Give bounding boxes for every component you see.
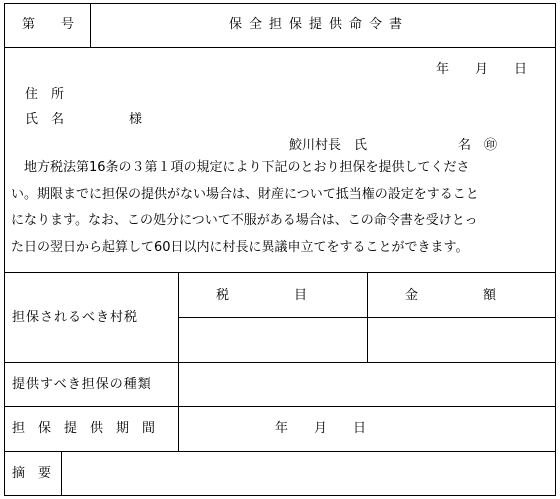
frame-top <box>4 3 556 4</box>
tax-header-divider <box>178 317 556 318</box>
header-col-divider <box>90 3 91 47</box>
amount-column-header: 金 額 <box>405 288 497 303</box>
issuer-line: 鮫川村長 氏 名 ㊞ <box>289 138 498 153</box>
notice-line: 地方税法第16条の３第１項の規定により下記のとおり担保を提供してくださ <box>11 160 470 175</box>
header-divider <box>4 47 556 48</box>
date-line: 年 月 日 <box>436 62 528 77</box>
notice-line: になります。なお、この処分について不服がある場合は、この命令書を受けとっ <box>11 213 478 228</box>
table-top <box>4 272 556 273</box>
frame-right <box>555 3 556 496</box>
address-label: 住 所 <box>25 87 65 102</box>
period-label: 担 保 提 供 期 間 <box>12 421 156 436</box>
document-title: 保全担保提供命令書 <box>229 17 410 32</box>
number-label: 第 号 <box>22 17 75 32</box>
frame-bottom <box>4 495 556 496</box>
row-divider-1 <box>4 362 556 363</box>
row-divider-3 <box>4 451 556 452</box>
notice-line: た日の翌日から起算して60日以内に村長に異議申立てをすることができます。 <box>11 239 469 255</box>
tax-label: 担保されるべき村税 <box>12 310 139 325</box>
remarks-divider <box>61 451 62 496</box>
remarks-label: 摘 要 <box>12 466 52 481</box>
row-divider-2 <box>4 406 556 407</box>
notice-text <box>11 155 551 261</box>
period-value: 年 月 日 <box>275 421 367 436</box>
frame-left <box>4 3 5 496</box>
collateral-type-label: 提供すべき担保の種類 <box>12 377 152 392</box>
recipient-name-label: 氏 名 様 <box>25 112 143 127</box>
tax-column-header: 税 目 <box>216 288 308 303</box>
notice-line: い。期限までに担保の提供がない場合は、財産について抵当権の設定をすること <box>11 186 479 202</box>
